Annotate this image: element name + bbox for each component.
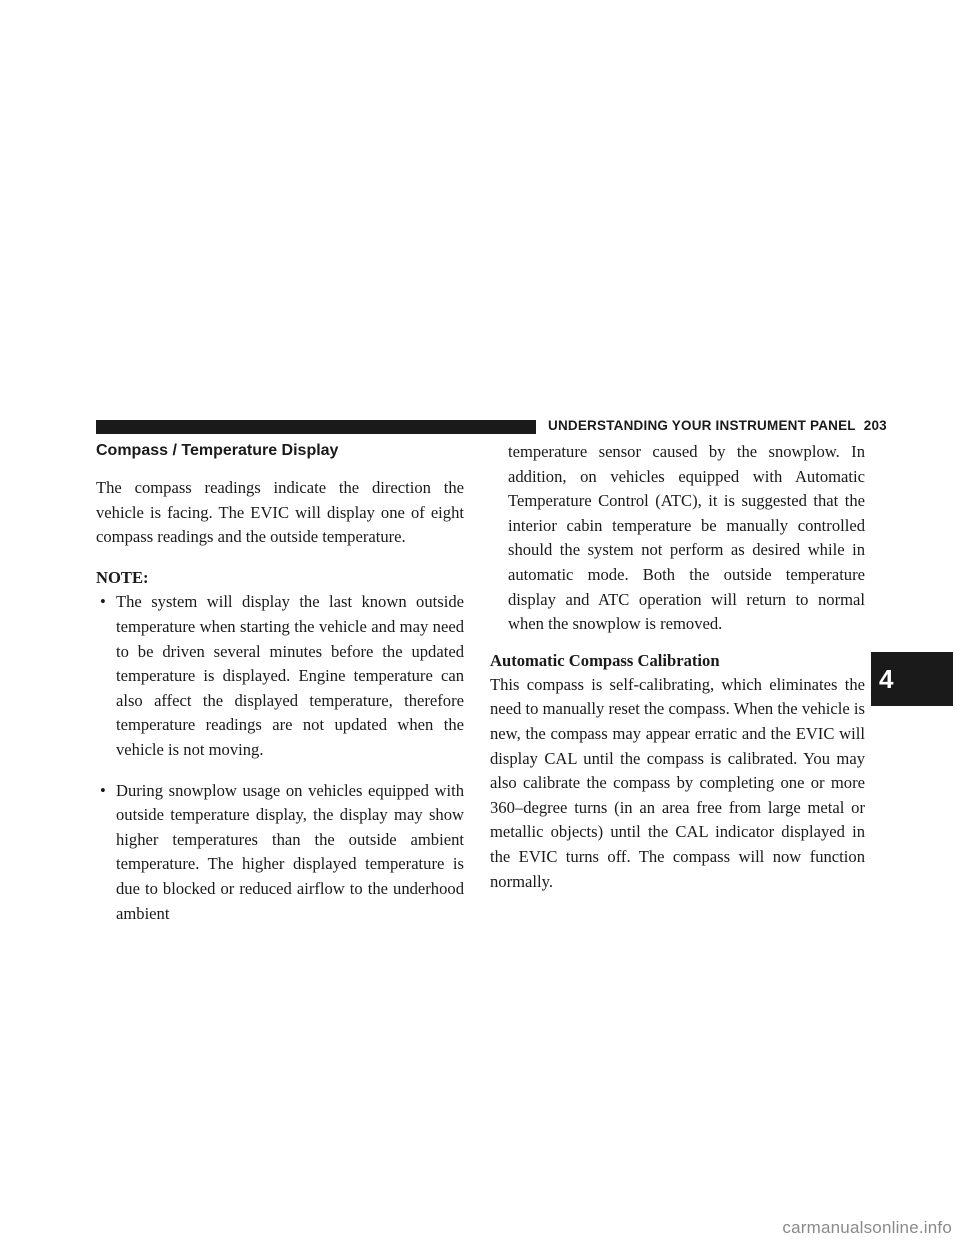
calibration-heading: Automatic Compass Calibration [490, 650, 720, 670]
bullet-icon: • [100, 780, 106, 800]
right-column [490, 440, 865, 894]
calibration-paragraph: This compass is self-calibrating, which eliminates the need to manually reset the compass. When the vehicle is new, the compass may appear erratic and the EVIC will display CAL until the compass is calibrated. You may also calibrate the compass by completing one or more 360–degree turns (in an area free from large metal or metallic objects) until the CAL indicator displayed in the EVIC turns off. The compass will now function normally. [490, 674, 865, 891]
watermark: carmanualsonline.info [782, 1218, 952, 1237]
list-item [96, 779, 464, 927]
list-item-text: The system will display the last known outside temperature when starting the vehicle and may need to be driven several minutes before the updated temperature is displayed. Engine temperature can also affect the displayed temperature, therefore temperature readings are not updated when the vehicle is not moving. [116, 592, 464, 759]
bullet-icon: • [100, 592, 106, 612]
chapter-tab: 4 [871, 652, 953, 706]
page-number: 203 [863, 418, 887, 433]
list-item [96, 590, 464, 762]
section-title: UNDERSTANDING YOUR INSTRUMENT PANEL [548, 418, 856, 433]
compass-temperature-heading: Compass / Temperature Display [96, 442, 339, 459]
header-rule [96, 420, 536, 434]
left-column [96, 440, 464, 926]
continued-bullet-text: temperature sensor caused by the snowplow. In addition, on vehicles equipped with Automatic Temperature Control (ATC), it is suggested that the interior cabin temperature be manually controlled should the system not perform as desired while in automatic mode. Both the outside temperature display and ATC operation will return to normal when the snowplow is removed. [508, 442, 865, 634]
running-header [548, 418, 887, 433]
note-label: NOTE: [96, 567, 149, 587]
intro-paragraph: The compass readings indicate the direction the vehicle is facing. The EVIC will display one of eight compass readings and the outside temperature. [96, 478, 464, 547]
list-item-text: During snowplow usage on vehicles equipped with outside temperature display, the display may show higher temperatures than the outside ambient temperature. The higher displayed temperature is due to blocked or reduced airflow to the underhood ambient [116, 780, 464, 923]
